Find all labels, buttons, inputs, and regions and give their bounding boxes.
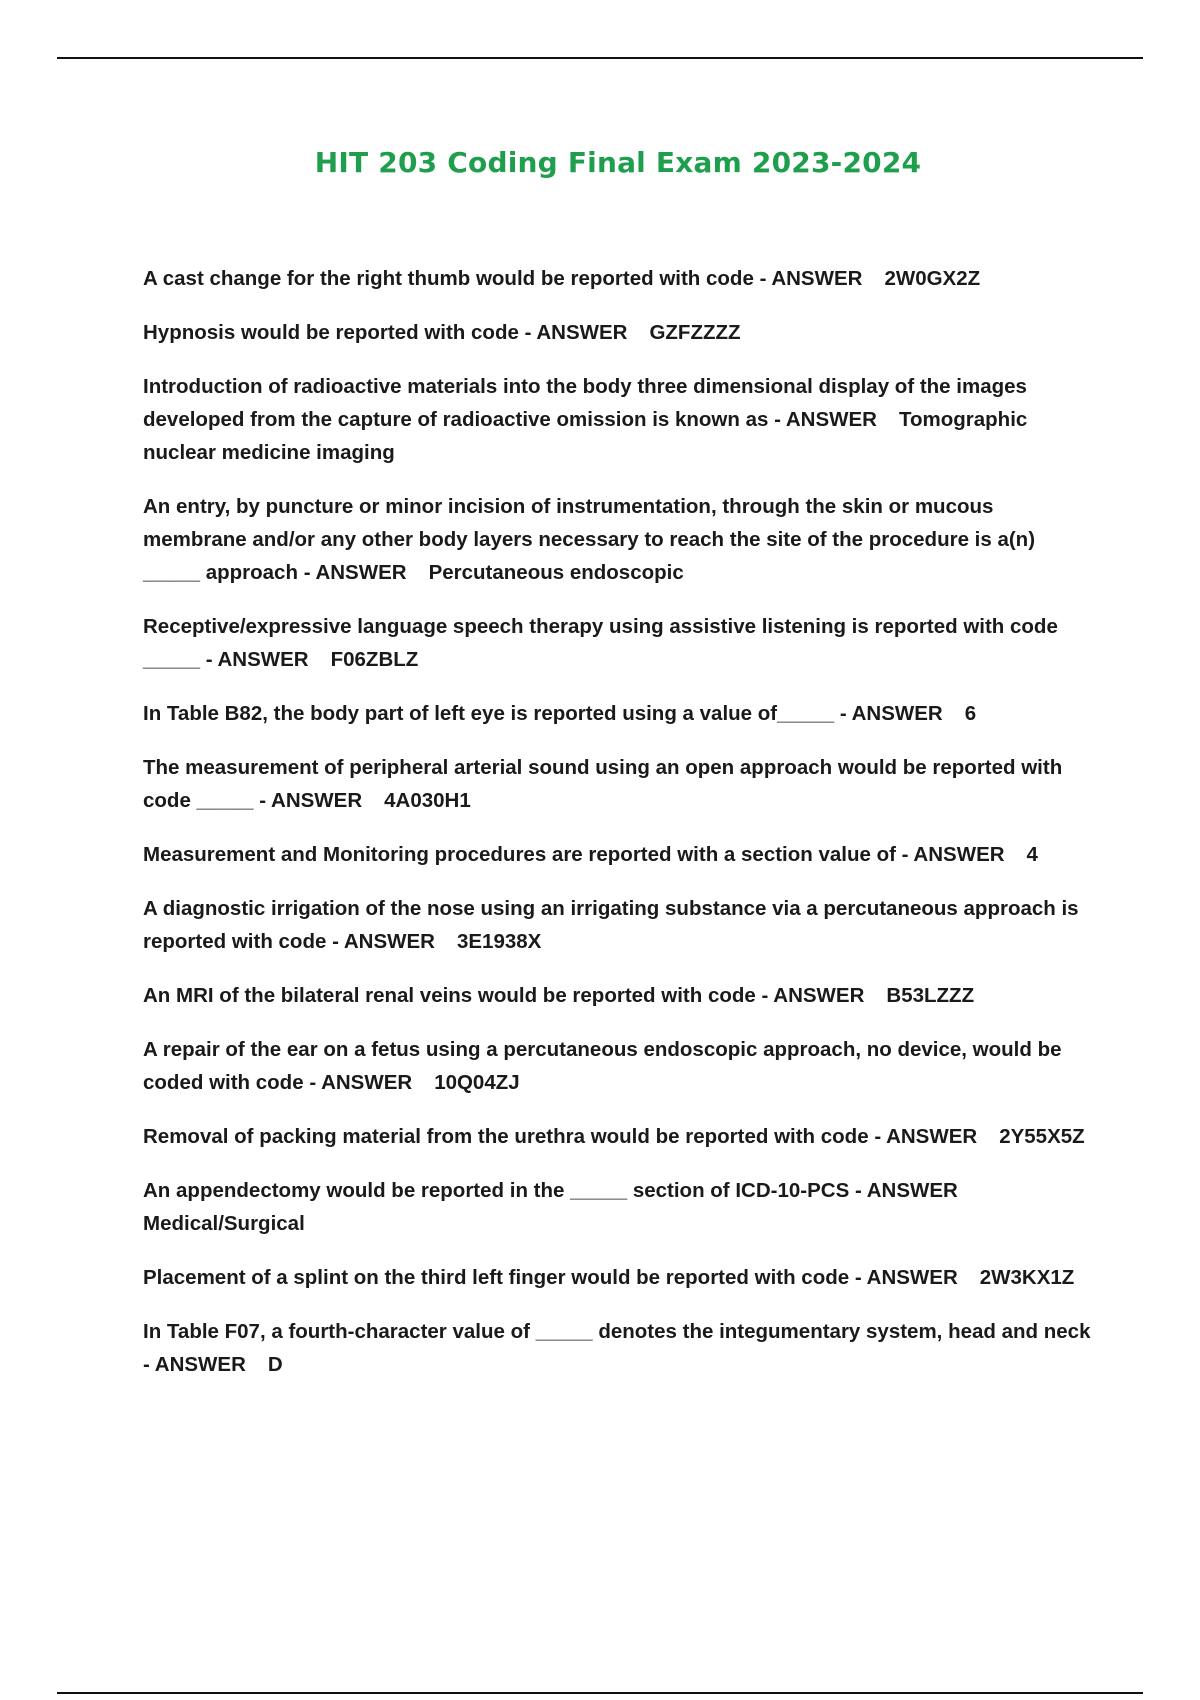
answer-text: 4A030H1 bbox=[384, 789, 471, 812]
list-item bbox=[143, 751, 1093, 817]
question-text: An MRI of the bilateral renal veins would be reported with code bbox=[143, 984, 756, 1007]
top-rule bbox=[57, 57, 1143, 59]
answer-text: Percutaneous endoscopic bbox=[428, 561, 684, 584]
answer-marker: - ANSWER bbox=[309, 1071, 413, 1094]
question-text: An entry, by puncture or minor incision of instrumentation, through the skin or mucous membrane and/or any other body layers necessary to reach the site of the procedure is a(n) _____ approach bbox=[143, 495, 1036, 584]
list-item bbox=[143, 1315, 1093, 1381]
list-item bbox=[143, 316, 1093, 349]
answer-text: 6 bbox=[964, 702, 977, 725]
answer-marker: - ANSWER bbox=[901, 843, 1005, 866]
answer-text: F06ZBLZ bbox=[330, 648, 419, 671]
list-item bbox=[143, 1033, 1093, 1099]
question-text: The measurement of peripheral arterial sound using an open approach would be reported with code _____ bbox=[143, 756, 1063, 812]
list-item bbox=[143, 1261, 1093, 1294]
answer-text: GZFZZZZ bbox=[649, 321, 741, 344]
answer-marker: - ANSWER bbox=[874, 1125, 978, 1148]
answer-marker: - ANSWER bbox=[759, 267, 863, 290]
list-item bbox=[143, 697, 1093, 730]
answer-text: 2Y55X5Z bbox=[999, 1125, 1085, 1148]
list-item bbox=[143, 490, 1093, 589]
question-text: Removal of packing material from the urethra would be reported with code bbox=[143, 1125, 869, 1148]
answer-marker: - ANSWER bbox=[143, 1353, 246, 1376]
answer-text: 10Q04ZJ bbox=[434, 1071, 520, 1094]
list-item bbox=[143, 1120, 1093, 1153]
answer-text: B53LZZZ bbox=[886, 984, 975, 1007]
answer-marker: - ANSWER bbox=[205, 648, 309, 671]
answer-marker: - ANSWER bbox=[524, 321, 628, 344]
question-text: A repair of the ear on a fetus using a percutaneous endoscopic approach, no device, would be coded with code bbox=[143, 1038, 1062, 1094]
answer-marker: - ANSWER bbox=[259, 789, 363, 812]
answer-text: D bbox=[267, 1353, 283, 1376]
page-title: HIT 203 Coding Final Exam 2023-2024 bbox=[314, 146, 922, 179]
list-item bbox=[143, 1174, 1093, 1240]
list-item bbox=[143, 262, 1093, 295]
answer-marker: - ANSWER bbox=[854, 1266, 958, 1289]
answer-text: Medical/Surgical bbox=[143, 1212, 305, 1235]
list-item bbox=[143, 370, 1093, 469]
answer-text: 4 bbox=[1026, 843, 1038, 866]
answer-text: 3E1938X bbox=[456, 930, 542, 953]
list-item bbox=[143, 610, 1093, 676]
answer-marker: - ANSWER bbox=[774, 408, 877, 431]
question-text: In Table B82, the body part of left eye is reported using a value of_____ bbox=[143, 702, 835, 725]
question-text: A diagnostic irrigation of the nose using an irrigating substance via a percutaneous approach is reported with code bbox=[143, 897, 1079, 953]
answer-marker: - ANSWER bbox=[761, 984, 865, 1007]
question-text: A cast change for the right thumb would be reported with code bbox=[143, 267, 754, 290]
answer-text: Tomographic nuclear medicine imaging bbox=[143, 408, 1028, 464]
qa-list bbox=[143, 262, 1093, 1402]
bottom-rule bbox=[57, 1692, 1143, 1694]
question-text: Hypnosis would be reported with code bbox=[143, 321, 519, 344]
question-text: Measurement and Monitoring procedures are reported with a section value of bbox=[143, 843, 896, 866]
answer-marker: - ANSWER bbox=[854, 1179, 958, 1202]
list-item bbox=[143, 838, 1093, 871]
question-text: An appendectomy would be reported in the _____ section of ICD-10-PCS bbox=[143, 1179, 850, 1202]
answer-marker: - ANSWER bbox=[332, 930, 435, 953]
question-text: In Table F07, a fourth-character value of _____ denotes the integumentary system, head and neck bbox=[143, 1320, 1091, 1343]
list-item bbox=[143, 892, 1093, 958]
question-text: Introduction of radioactive materials into the body three dimensional display of the images developed from the capture of radioactive omission is known as bbox=[143, 375, 1027, 431]
answer-marker: - ANSWER bbox=[303, 561, 407, 584]
question-text: Placement of a splint on the third left finger would be reported with code bbox=[143, 1266, 850, 1289]
list-item bbox=[143, 979, 1093, 1012]
answer-text: 2W0GX2Z bbox=[884, 267, 981, 290]
answer-marker: - ANSWER bbox=[839, 702, 943, 725]
question-text: Receptive/expressive language speech therapy using assistive listening is reported with code _____ bbox=[143, 615, 1058, 671]
answer-text: 2W3KX1Z bbox=[979, 1266, 1075, 1289]
